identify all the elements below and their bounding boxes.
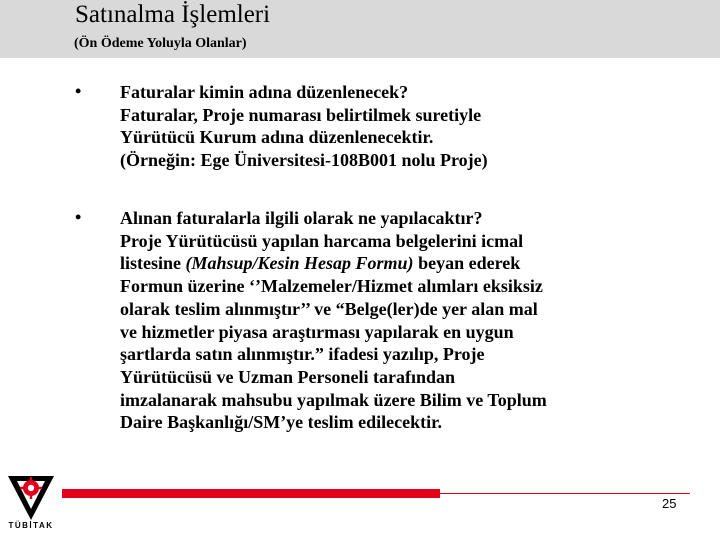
bullet-2-line-9: imzalanarak mahsubu yapılmak üzere Bilim ve Toplum — [120, 389, 547, 410]
title-band — [0, 0, 720, 58]
bullet-2-line-2: Proje Yürütücüsü yapılan harcama belgelerini icmal — [120, 230, 524, 251]
bullet-2-line-4: Formun üzerine ‘’Malzemeler/Hizmet alımları eksiksiz — [120, 276, 543, 297]
form-name-italic: (Mahsup/Kesin Hesap Formu) — [185, 253, 414, 274]
slide-title: Satınalma İşlemleri — [75, 1, 271, 28]
bullet-2-line-7: şartlarda satın alınmıştır.” ifadesi yazılıp, Proje — [120, 344, 485, 365]
bullet-2-line-6: ve hizmetler piyasa araştırması yapılarak en uygun — [120, 321, 514, 342]
bullet-2-line-3-end: beyan ederek — [418, 253, 521, 274]
bullet-1-line-4: (Örneğin: Ege Üniversitesi-108B001 nolu Proje) — [120, 150, 488, 171]
bullet-1-question: Faturalar kimin adına düzenlenecek? — [120, 82, 409, 102]
bullet-1-line-2: Faturalar, Proje numarası belirtilmek suretiyle — [120, 104, 482, 125]
bullet-2-line-10: Daire Başkanlığı/SM’ye teslim edilecektir. — [120, 412, 442, 433]
page-number: 25 — [662, 496, 677, 511]
footer-divider-thin — [440, 493, 690, 494]
bullet-2-line-5: olarak teslim alınmıştır’’ ve “Belge(ler)de yer alan mal — [120, 298, 538, 319]
bullet-1-text — [120, 81, 715, 172]
tubitak-logo-graphic — [5, 468, 57, 522]
bullet-2-text — [120, 207, 715, 434]
footer-divider-thick — [62, 489, 440, 498]
logo-text: TÜBİTAK — [8, 521, 54, 530]
tubitak-logo-icon — [5, 468, 57, 534]
bullet-2-line-8: Yürütücüsü ve Uzman Personeli tarafından — [120, 366, 456, 387]
bullet-2-question: Alınan faturalarla ilgili olarak ne yapılacaktır? — [120, 208, 483, 228]
bullet-1-marker: • — [75, 81, 82, 101]
bullet-1-line-3: Yürütücü Kurum adına düzenlenecektir. — [120, 127, 434, 148]
bullet-2-line-3-start: listesine — [120, 253, 181, 274]
bullet-2-marker: • — [75, 207, 82, 227]
slide-subtitle: (Ön Ödeme Yoluyla Olanlar) — [74, 36, 247, 51]
bullet-2-line-3 — [120, 252, 715, 275]
